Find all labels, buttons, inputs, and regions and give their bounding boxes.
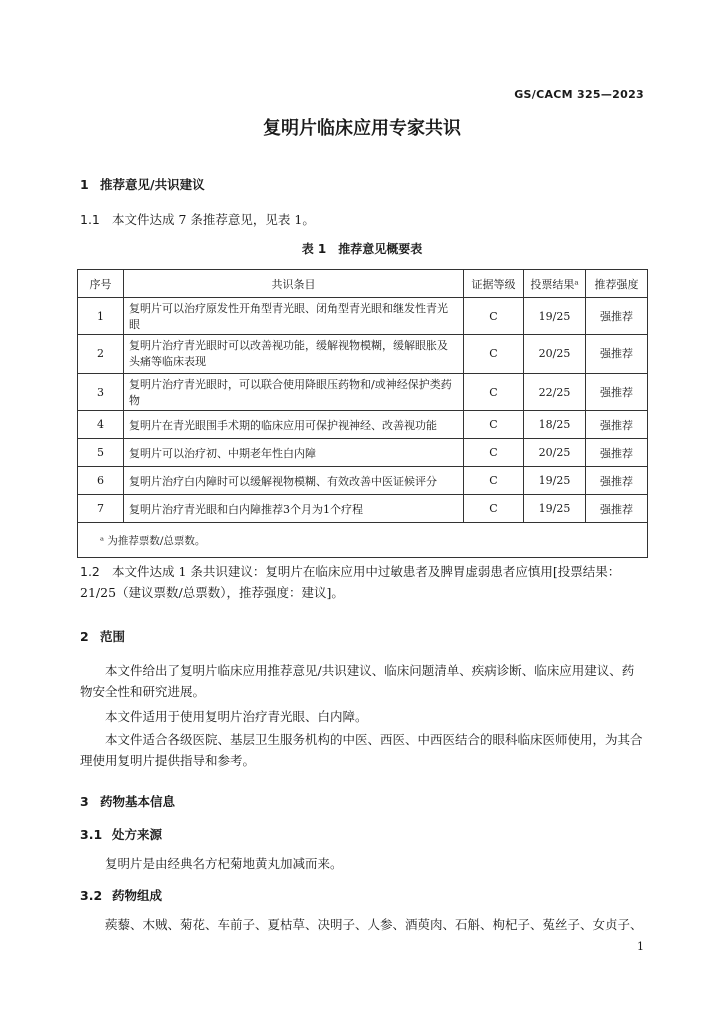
cell-vote: 20/25 — [524, 439, 586, 467]
col-header-level: 证据等级 — [464, 270, 524, 298]
scope-paragraph-1: 本文件给出了复明片临床应用推荐意见/共识建议、临床问题清单、疾病诊断、临床应用建议、药物安全性和研究进展。 — [80, 663, 635, 699]
table-row — [78, 374, 648, 411]
section-3-1-heading — [80, 825, 162, 843]
table-caption: 表 1 推荐意见概要表 — [301, 242, 423, 256]
cell-vote: 19/25 — [524, 495, 586, 523]
cell-item: 复明片治疗青光眼时可以改善视功能，缓解视物模糊，缓解眼胀及头痛等临床表现 — [124, 335, 464, 374]
cell-level: C — [464, 298, 524, 335]
cell-strength: 强推荐 — [586, 374, 648, 411]
cell-strength: 强推荐 — [586, 439, 648, 467]
cell-level: C — [464, 439, 524, 467]
col-header-item: 共识条目 — [124, 270, 464, 298]
section-3-heading — [80, 792, 175, 810]
cell-vote: 19/25 — [524, 467, 586, 495]
cell-level: C — [464, 335, 524, 374]
section-1-heading — [80, 175, 205, 193]
table-row — [78, 335, 648, 374]
document-title: 复明片临床应用专家共识 — [263, 118, 461, 139]
cell-no: 7 — [78, 495, 124, 523]
table-note-row — [78, 523, 648, 558]
section-number: 3.1 — [80, 827, 103, 842]
col-header-strength: 推荐强度 — [586, 270, 648, 298]
section-number: 1 — [80, 177, 89, 192]
table-row — [78, 467, 648, 495]
cell-vote: 22/25 — [524, 374, 586, 411]
section-title: 药物组成 — [112, 888, 163, 903]
cell-no: 3 — [78, 374, 124, 411]
cell-item: 复明片治疗白内障时可以缓解视物模糊、有效改善中医证候评分 — [124, 467, 464, 495]
clause-1-2 — [80, 561, 646, 603]
section-number: 3.2 — [80, 888, 103, 903]
clause-1-1 — [80, 209, 646, 230]
standard-number: GS/CACM 325—2023 — [514, 88, 644, 101]
section-title: 推荐意见/共识建议 — [100, 177, 205, 192]
section-title: 药物基本信息 — [100, 794, 176, 809]
col-header-vote: 投票结果ᵃ — [524, 270, 586, 298]
clause-text: 本文件达成 7 条推荐意见，见表 1。 — [112, 212, 315, 227]
prescription-source-text: 复明片是由经典名方杞菊地黄丸加减而来。 — [105, 856, 343, 871]
clause-number: 1.2 — [80, 564, 100, 579]
table-row — [78, 495, 648, 523]
scope-paragraph-3: 本文件适合各级医院、基层卫生服务机构的中医、西医、中西医结合的眼科临床医师使用，为其合理使用复明片提供指导和参考。 — [80, 732, 643, 768]
page-number: 1 — [637, 940, 644, 953]
cell-item: 复明片可以治疗原发性开角型青光眼、闭角型青光眼和继发性青光眼 — [124, 298, 464, 335]
composition-text: 蒺藜、木贼、菊花、车前子、夏枯草、决明子、人参、酒萸肉、石斛、枸杞子、菟丝子、女贞子、 — [105, 917, 643, 932]
section-number: 3 — [80, 794, 89, 809]
cell-no: 5 — [78, 439, 124, 467]
cell-item: 复明片治疗青光眼和白内障推荐3个月为1个疗程 — [124, 495, 464, 523]
cell-strength: 强推荐 — [586, 467, 648, 495]
cell-vote: 20/25 — [524, 335, 586, 374]
cell-no: 6 — [78, 467, 124, 495]
section-3-2-heading — [80, 886, 162, 904]
cell-level: C — [464, 374, 524, 411]
scope-paragraph-2: 本文件适用于使用复明片治疗青光眼、白内障。 — [105, 709, 368, 724]
table-header-row — [78, 270, 648, 298]
cell-no: 1 — [78, 298, 124, 335]
table-row — [78, 439, 648, 467]
recommendation-table — [77, 269, 648, 558]
cell-item: 复明片治疗青光眼时，可以联合使用降眼压药物和/或神经保护类药物 — [124, 374, 464, 411]
clause-text: 本文件达成 1 条共识建议：复明片在临床应用中过敏患者及脾胃虚弱患者应慎用[投票结果：21/25（建议票数/总票数），推荐强度：建议]。 — [80, 564, 621, 600]
cell-item: 复明片可以治疗初、中期老年性白内障 — [124, 439, 464, 467]
clause-number: 1.1 — [80, 212, 100, 227]
table-note: ᵃ 为推荐票数/总票数。 — [78, 523, 648, 558]
cell-strength: 强推荐 — [586, 298, 648, 335]
cell-vote: 18/25 — [524, 411, 586, 439]
cell-strength: 强推荐 — [586, 335, 648, 374]
table-row — [78, 298, 648, 335]
section-2-heading — [80, 627, 125, 645]
cell-no: 2 — [78, 335, 124, 374]
cell-no: 4 — [78, 411, 124, 439]
col-header-no: 序号 — [78, 270, 124, 298]
cell-item: 复明片在青光眼围手术期的临床应用可保护视神经、改善视功能 — [124, 411, 464, 439]
cell-vote: 19/25 — [524, 298, 586, 335]
section-title: 范围 — [100, 629, 126, 644]
section-number: 2 — [80, 629, 89, 644]
table-row — [78, 411, 648, 439]
cell-level: C — [464, 411, 524, 439]
section-title: 处方来源 — [112, 827, 163, 842]
cell-strength: 强推荐 — [586, 495, 648, 523]
cell-level: C — [464, 495, 524, 523]
cell-strength: 强推荐 — [586, 411, 648, 439]
cell-level: C — [464, 467, 524, 495]
